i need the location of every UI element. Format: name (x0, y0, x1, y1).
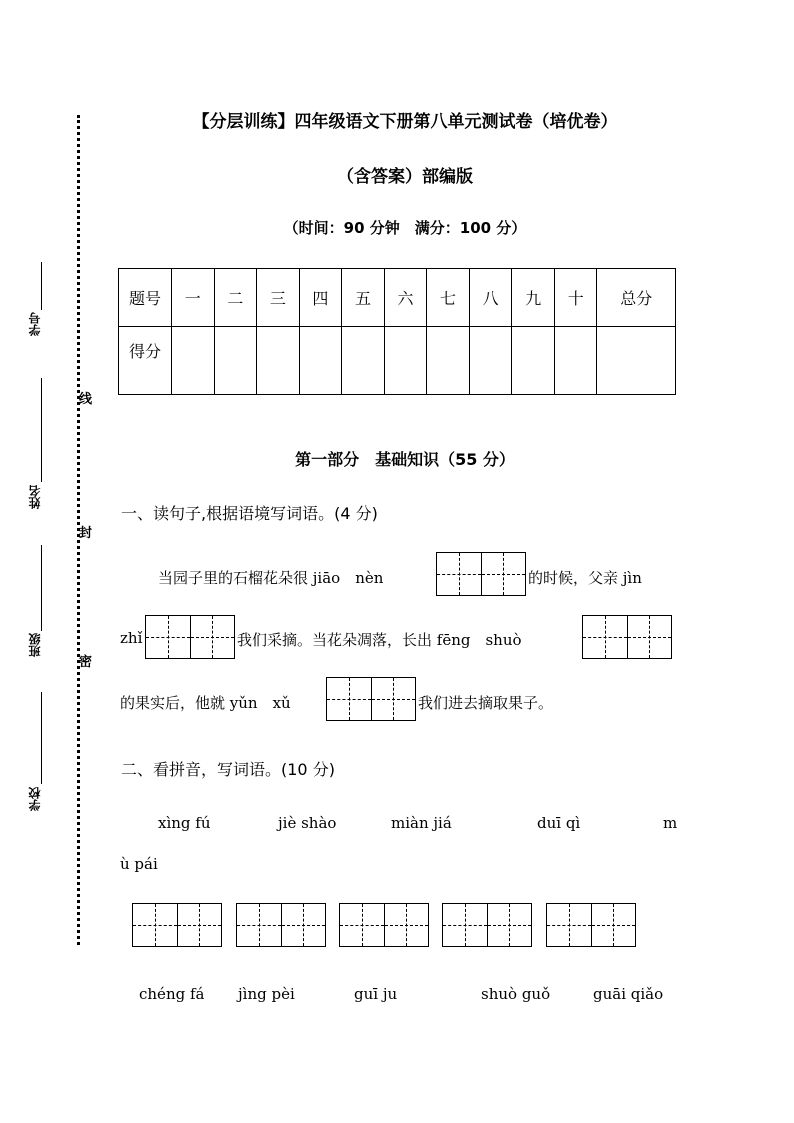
score-input-cell[interactable] (554, 327, 597, 395)
score-header-cell: 题号 (119, 269, 172, 327)
score-header-cell: 六 (384, 269, 427, 327)
score-header-cell: 七 (427, 269, 470, 327)
score-header-cell: 一 (172, 269, 215, 327)
score-input-cell[interactable] (427, 327, 470, 395)
q2-pinyin: guī ju (354, 985, 398, 1003)
page-subtitle: （含答案）部编版 (337, 167, 473, 187)
part1-heading: 第一部分 基础知识（55 分） (295, 450, 515, 469)
school-label: 学校 (28, 787, 42, 811)
score-header-cell: 五 (342, 269, 385, 327)
score-input-cell[interactable] (214, 327, 257, 395)
q2-writing-box[interactable] (132, 903, 222, 947)
q1-line1-after: 的时候，父亲 jìn (528, 569, 642, 587)
class-blank (41, 545, 42, 631)
school-blank (41, 692, 42, 784)
q2-writing-box[interactable] (442, 903, 532, 947)
score-input-cell[interactable] (597, 327, 676, 395)
score-table-score-row (119, 327, 676, 395)
q2-pinyin: duī qì (537, 814, 581, 832)
q1-line3-start: 的果实后，他就 yǔn xǔ (120, 694, 291, 712)
seal-char-mi: 密 (79, 655, 93, 670)
score-input-cell[interactable] (469, 327, 512, 395)
seal-char-feng: 封 (79, 526, 93, 541)
score-table (118, 268, 676, 395)
score-header-cell: 二 (214, 269, 257, 327)
score-header-cell: 总分 (597, 269, 676, 327)
score-header-cell: 四 (299, 269, 342, 327)
score-header-cell: 九 (512, 269, 555, 327)
q2-pinyin: shuò guǒ (481, 985, 551, 1003)
q2-pinyin: chéng fá (139, 985, 205, 1003)
time-info: （时间：90 分钟 满分：100 分） (283, 219, 527, 237)
score-input-cell[interactable] (299, 327, 342, 395)
score-header-cell: 三 (257, 269, 300, 327)
q2-writing-box[interactable] (546, 903, 636, 947)
q2-writing-box[interactable] (339, 903, 429, 947)
q1-line2-mid: 我们采摘。当花朵凋落，长出 fēng shuò (237, 631, 522, 649)
score-input-cell[interactable] (172, 327, 215, 395)
score-input-cell[interactable] (342, 327, 385, 395)
q1-heading: 一、读句子,根据语境写词语。(4 分) (121, 504, 378, 523)
score-table-header-row (119, 269, 676, 327)
score-header-cell: 八 (469, 269, 512, 327)
q2-heading: 二、看拼音，写词语。(10 分) (121, 760, 335, 779)
q1-writing-box-fengshuo[interactable] (582, 615, 672, 659)
q1-writing-box-jiaonen[interactable] (436, 552, 526, 596)
q2-pinyin: miàn jiá (391, 814, 452, 832)
q1-writing-box-yunxu[interactable] (326, 677, 416, 721)
score-row-label: 得分 (119, 327, 172, 395)
student-id-blank (41, 262, 42, 310)
q2-pinyin: jiè shào (278, 814, 337, 832)
class-label: 班级 (28, 633, 42, 657)
score-input-cell[interactable] (257, 327, 300, 395)
seal-char-xian: 线 (79, 392, 93, 407)
q1-line2-start: zhǐ (120, 629, 143, 647)
q2-writing-box[interactable] (236, 903, 326, 947)
score-input-cell[interactable] (384, 327, 427, 395)
q1-line3-end: 我们进去摘取果子。 (418, 694, 554, 712)
q2-pinyin: m (663, 814, 678, 832)
score-header-cell: 十 (554, 269, 597, 327)
q2-pinyin-wrap: ù pái (120, 855, 158, 873)
q1-writing-box-jinzhi[interactable] (145, 615, 235, 659)
q2-pinyin: xìng fú (158, 814, 211, 832)
q2-pinyin: jìng pèi (238, 985, 295, 1003)
q2-pinyin: guāi qiǎo (593, 985, 664, 1003)
score-input-cell[interactable] (512, 327, 555, 395)
name-label: 姓名 (28, 485, 42, 509)
q1-line1-text: 当园子里的石榴花朵很 jiāo nèn (158, 569, 384, 587)
student-id-label: 学号 (28, 312, 42, 336)
page-title: 【分层训练】四年级语文下册第八单元测试卷（培优卷） (192, 112, 618, 132)
